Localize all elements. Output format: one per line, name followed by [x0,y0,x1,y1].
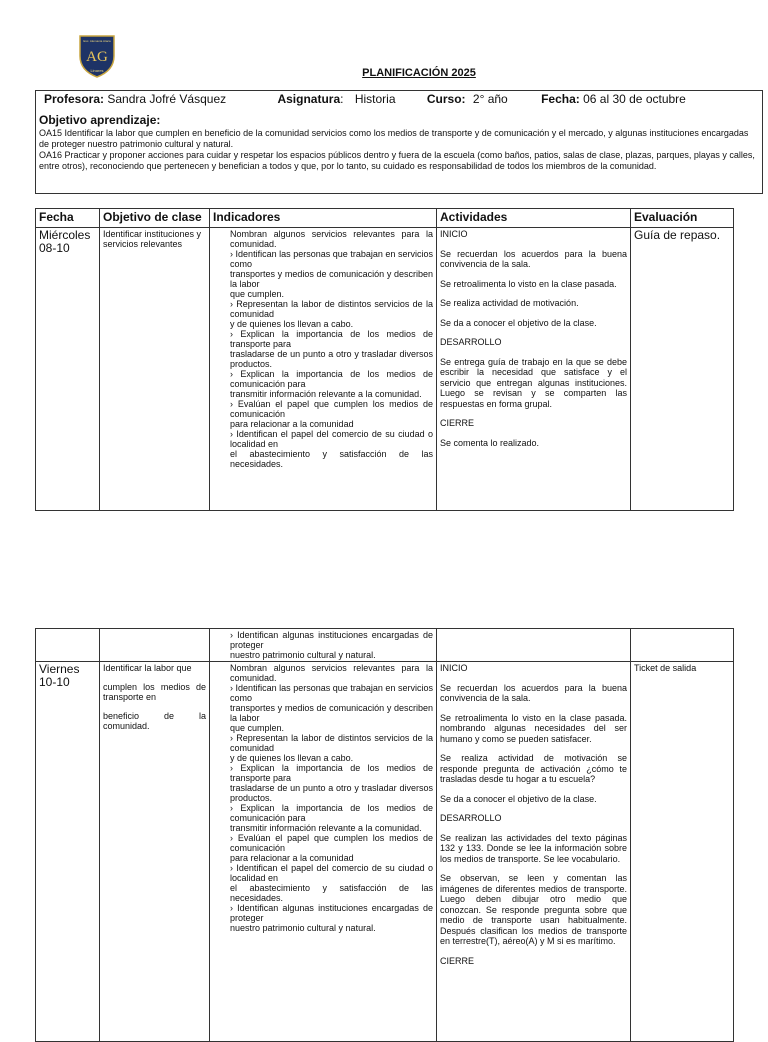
indicador: Nombran algunos servicios relevantes para la comunidad. [230,663,433,683]
asignatura-value: Historia [354,92,396,106]
header-row: Profesora: Sandra Jofré Vásquez Asignatura: Historia Curso: 2° año Fecha: 06 al 30 de octubre [44,92,686,106]
objetivo-line: Identificar la labor que [103,663,192,673]
logo-bottom-text: Linares [90,68,104,73]
indicador: › Evalúan el papel que cumplen los medios de comunicación [230,833,433,853]
row1-objetivo: Identificar instituciones y servicios relevantes [100,228,210,511]
actividad: Se observan, se leen y comentan las imágenes de diferentes medios de transporte. Luego deben dibujar otro medio que conozcan. Se responde pregunta sobre que medio de transporte usan habitualmente. Después clasifican los medios de transporte en terrestre(T), aéreo(A) y M si es marítimo. [440,873,627,946]
actividad: Se entrega guía de trabajo en la que se debe escribir la necesidad que satisface y el servicio que entregan algunas instituciones. Luego se revisan y se comparten las respuestas en forma grupal. [440,356,627,409]
row2-indicadores [210,662,437,1042]
curso-label: Curso: [426,92,466,106]
indicador: trasladarse de un punto a otro y trasladar diversos productos. [230,349,433,369]
asignatura-label: Asignatura [277,92,341,106]
row2-objetivo [100,662,210,1042]
col-objetivo: Objetivo de clase [100,209,210,228]
row2-actividades [437,662,631,1042]
row1-evaluacion: Guía de repaso. [631,228,734,511]
cont-actividades [437,629,631,662]
logo-letters: AG [86,49,108,65]
actividad: Se da a conocer el objetivo de la clase. [440,793,597,804]
indicador: › Representan la labor de distintos servicios de la comunidad [230,299,433,319]
indicador: trasladarse de un punto a otro y trasladar diversos productos. [230,783,433,803]
row1-fecha: Miércoles 08-10 [36,228,100,511]
plan-table-2 [35,628,734,1042]
indicador: Nombran algunos servicios relevantes para la comunidad. [230,229,433,249]
fecha-label: Fecha: [541,92,580,106]
actividad: DESARROLLO [440,337,502,347]
col-fecha: Fecha [36,209,100,228]
indicador: nuestro patrimonio cultural y natural. [230,650,376,660]
actividad: Se realiza actividad de motivación. [440,298,579,308]
indicador: › Explican la importancia de los medios de comunicación para [230,369,433,389]
actividad: Se recuerdan los acuerdos para la buena convivencia de la sala. [440,248,627,269]
indicador: › Identifican el papel del comercio de su ciudad o localidad en [230,863,433,883]
logo-top-text: Esc. Alemania Ataca [83,39,111,43]
indicador: para relacionar a la comunidad [230,419,354,429]
indicador: › Identifican las personas que trabajan en servicios como [230,683,433,703]
indicador: el abastecimiento y satisfacción de las necesidades. [230,449,433,469]
page-title: PLANIFICACIÓN 2025 [362,67,476,79]
indicador: › Identifican algunas instituciones encargadas de proteger [230,630,433,650]
indicador: el abastecimiento y satisfacción de las necesidades. [230,883,433,903]
objetivo-line: beneficio de la comunidad. [103,711,206,731]
indicador: transmitir información relevante a la comunidad. [230,823,422,833]
table-header-row [36,209,734,228]
cont-fecha [36,629,100,662]
actividad: CIERRE [440,955,475,966]
indicador: y de quienes los llevan a cabo. [230,319,354,329]
objetivo-title: Objetivo aprendizaje: [39,113,161,127]
row2-evaluacion: Ticket de salida [631,662,734,1042]
indicador: › Representan la labor de distintos servicios de la comunidad [230,733,433,753]
actividad: INICIO [440,229,468,239]
plan-table-1 [35,208,734,511]
objetivo-oa16: OA16 Practicar y proponer acciones para cuidar y respetar los espacios públicos dentro y fuera de la escuela (como baños, patios, salas de clase, plazas, parques, playas y calles, entre otros), reconociendo que pertenecen y benefician a todos y que, por lo tanto, su cuidado es responsabilidad de todos los miembros de la comunidad. [39,150,755,171]
actividad: Se realiza actividad de motivación se responde pregunta de activación ¿cómo te trasladas desde tu hogar a tu escuela? [440,753,627,784]
indicador: › Explican la importancia de los medios de transporte para [230,763,433,783]
fecha-value: 06 al 30 de octubre [583,92,686,106]
objetivo-line: cumplen los medios de transporte en [103,682,206,702]
col-evaluacion: Evaluación [631,209,734,228]
cont-evaluacion [631,629,734,662]
indicador: para relacionar a la comunidad [230,853,354,863]
indicador: transportes y medios de comunicación y describen la labor [230,703,433,723]
curso-value: 2° año [472,92,508,106]
cont-indicadores [210,629,437,662]
indicador: y de quienes los llevan a cabo. [230,753,354,763]
indicador: › Explican la importancia de los medios de transporte para [230,329,433,349]
indicador: transmitir información relevante a la comunidad. [230,389,422,399]
indicador: transportes y medios de comunicación y describen la labor [230,269,433,289]
objetivo-text [39,128,759,172]
objetivo-oa15: OA15 Identificar la labor que cumplen en beneficio de la comunidad servicios como los medios de transporte y de comunicación y el mercado, y algunas instituciones encargadas de proteger nuestro patrimonio cultural y natural. [39,128,749,149]
indicador: › Identifican el papel del comercio de su ciudad o localidad en [230,429,433,449]
indicador: que cumplen. [230,723,285,733]
table-row [36,228,734,511]
indicador: › Evalúan el papel que cumplen los medios de comunicación [230,399,433,419]
actividad: INICIO [440,663,468,673]
actividad: Se retroalimenta lo visto en la clase pasada. nombrando algunas necesidades del ser humano y como se pueden satisfacer. [440,712,627,744]
row2-fecha: Viernes 10-10 [36,662,100,1042]
actividad: Se retroalimenta lo visto en la clase pasada. [440,278,617,289]
header-box [35,90,763,194]
row1-actividades [437,228,631,511]
indicador: › Identifican algunas instituciones encargadas de proteger [230,903,433,923]
actividad: DESARROLLO [440,813,502,823]
col-indicadores: Indicadores [210,209,437,228]
row1-indicadores [210,228,437,511]
actividad: Se realizan las actividades del texto páginas 132 y 133. Donde se lee la información sobre los medios de transporte. Se lee vocabulario. [440,832,627,864]
actividad: Se recuerdan los acuerdos para la buena convivencia de la sala. [440,682,627,703]
indicador: › Explican la importancia de los medios de comunicación para [230,803,433,823]
indicador: nuestro patrimonio cultural y natural. [230,923,376,933]
profesora-value: Sandra Jofré Vásquez [107,92,227,106]
profesora-label: Profesora: [44,92,105,106]
actividad: Se da a conocer el objetivo de la clase. [440,317,597,328]
cont-objetivo [100,629,210,662]
table-row [36,629,734,662]
indicador: › Identifican las personas que trabajan en servicios como [230,249,433,269]
table-row [36,662,734,1042]
indicador: que cumplen. [230,289,285,299]
actividad: Se comenta lo realizado. [440,437,540,448]
col-actividades: Actividades [437,209,631,228]
actividad: CIERRE [440,418,475,428]
